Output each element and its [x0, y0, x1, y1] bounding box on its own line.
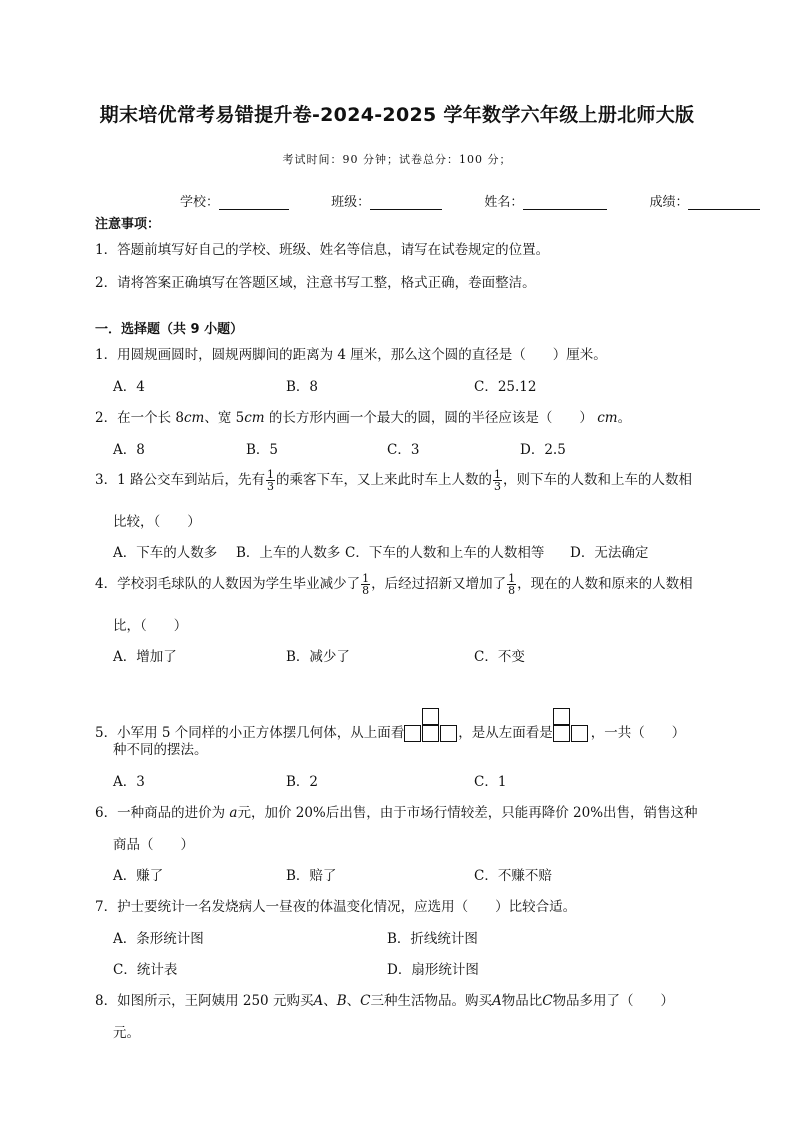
section-heading: 一．选择题（共 9 小题）	[95, 322, 244, 337]
q6-option-a[interactable]: A．赚了	[113, 868, 164, 884]
cube-face	[440, 725, 457, 742]
q6-text: 6．一种商品的进价为	[95, 805, 230, 821]
q2-text: 的长方形内画一个最大的圆，圆的半径应该是（ ）	[264, 410, 598, 426]
q8-text: 、	[323, 993, 337, 1009]
question-7-stem: 7．护士要统计一名发烧病人一昼夜的体温变化情况，应选用（ ）比较合适。	[95, 899, 577, 915]
numerator: 1	[493, 468, 501, 481]
denominator: 8	[362, 584, 370, 597]
q8-variable: A	[491, 993, 502, 1009]
school-label: 学校：	[180, 195, 220, 210]
q4-text: 4．学校羽毛球队的人数因为学生毕业减少了	[95, 576, 361, 592]
cube-face	[553, 708, 570, 725]
cube-face	[404, 725, 421, 742]
student-info-row	[180, 191, 760, 210]
exam-title: 期末培优常考易错提升卷-2024-2025 学年数学六年级上册北师大版	[99, 104, 695, 126]
q4-option-b[interactable]: B．减少了	[286, 649, 350, 665]
q8-text: 三种生活物品。购买	[370, 993, 492, 1009]
name-label: 姓名：	[484, 195, 524, 210]
q6-option-c[interactable]: C．不赚不赔	[474, 868, 552, 884]
school-blank[interactable]	[219, 197, 289, 210]
q7-option-a[interactable]: A．条形统计图	[113, 931, 204, 947]
q5-option-c[interactable]: C．1	[474, 774, 507, 790]
q6-stem-line2: 商品（ ）	[113, 837, 194, 853]
numerator: 1	[508, 572, 516, 585]
q4-option-a[interactable]: A．增加了	[113, 649, 177, 665]
score-blank[interactable]	[688, 197, 760, 210]
q8-text: 、	[346, 993, 361, 1009]
question-3-stem	[95, 468, 692, 492]
cube-face	[571, 725, 588, 742]
q4-stem-line2: 比，（ ）	[113, 618, 188, 634]
name-blank[interactable]	[523, 197, 607, 210]
q8-text: 8．如图所示，王阿姨用 250 元购买	[95, 993, 314, 1009]
q2-unit: cm	[597, 410, 618, 426]
q8-variable: B	[336, 993, 347, 1009]
exam-subtitle: 考试时间：90 分钟；试卷总分：100 分；	[282, 153, 512, 166]
q3-option-c[interactable]: C．下车的人数和上车的人数相等	[345, 545, 545, 561]
q3-option-b[interactable]: B．上车的人数多	[236, 545, 341, 561]
q2-text: 、宽 5	[204, 410, 245, 426]
q1-option-c[interactable]: C．25.12	[474, 379, 537, 395]
q4-text: ，现在的人数和原来的人数相	[517, 576, 693, 592]
q3-option-d[interactable]: D．无法确定	[570, 545, 649, 561]
question-5-stem	[95, 706, 685, 741]
q2-text: 2．在一个长 8	[95, 410, 184, 426]
note-item: 2．请将答案正确填写在答题区域，注意书写工整，格式正确，卷面整洁。	[95, 275, 536, 291]
q3-option-a[interactable]: A．下车的人数多	[113, 545, 218, 561]
notes-heading: 注意事项：	[95, 217, 161, 232]
question-2-stem	[95, 406, 631, 426]
fraction-one-third	[493, 469, 502, 492]
q1-option-a[interactable]: A．4	[113, 379, 145, 395]
q7-option-d[interactable]: D．扇形统计图	[387, 962, 479, 978]
q2-option-d[interactable]: D．2.5	[520, 442, 566, 458]
denominator: 3	[493, 480, 501, 493]
q6-option-b[interactable]: B．赔了	[286, 868, 337, 884]
q8-variable: C	[542, 993, 553, 1009]
q5-text: ，是从左面看是	[458, 725, 553, 741]
q5-text: 5．小军用 5 个同样的小正方体摆几何体，从上面看	[95, 725, 405, 741]
numerator: 1	[362, 572, 370, 585]
q8-variable: C	[360, 993, 371, 1009]
cube-face	[553, 725, 570, 742]
note-item: 1．答题前填写好自己的学校、班级、姓名等信息，请写在试卷规定的位置。	[95, 242, 550, 258]
q2-unit: cm	[183, 410, 205, 426]
q2-unit: cm	[244, 410, 265, 426]
left-view-figure	[553, 708, 591, 743]
q2-text: 。	[617, 410, 632, 426]
q5-stem-line2: 种不同的摆法。	[113, 742, 208, 758]
q2-option-a[interactable]: A．8	[113, 442, 145, 458]
q8-variable: A	[313, 993, 324, 1009]
q2-option-c[interactable]: C．3	[387, 442, 420, 458]
fraction-one-third	[266, 469, 275, 492]
denominator: 3	[266, 480, 274, 493]
q3-stem-line2: 比较，（ ）	[113, 514, 201, 530]
q1-option-b[interactable]: B．8	[286, 379, 319, 395]
question-8-stem	[95, 989, 674, 1009]
q5-option-a[interactable]: A．3	[113, 774, 145, 790]
q7-option-c[interactable]: C．统计表	[113, 962, 178, 978]
class-blank[interactable]	[370, 197, 442, 210]
q5-text: ，一共（ ）	[590, 725, 686, 741]
score-label: 成绩：	[649, 195, 689, 210]
q8-text: 物品多用了（ ）	[552, 993, 675, 1009]
q7-option-b[interactable]: B．折线统计图	[387, 931, 478, 947]
q5-option-b[interactable]: B．2	[286, 774, 319, 790]
q3-text: 的乘客下车，又上来此时车上人数的	[275, 472, 492, 488]
numerator: 1	[266, 468, 274, 481]
cube-face	[422, 708, 439, 725]
class-label: 班级：	[331, 195, 371, 210]
q4-text: ，后经过招新又增加了	[371, 576, 507, 592]
q8-text: 物品比	[501, 993, 543, 1009]
cube-face	[422, 725, 439, 742]
q2-option-b[interactable]: B．5	[246, 442, 279, 458]
q8-stem-line2: 元。	[113, 1025, 140, 1041]
top-view-figure	[404, 708, 458, 743]
q4-option-c[interactable]: C．不变	[474, 649, 525, 665]
q3-text: 3．1 路公交车到站后，先有	[95, 472, 265, 488]
q3-text: ，则下车的人数和上车的人数相	[502, 472, 692, 488]
question-1-stem: 1．用圆规画圆时，圆规两脚间的距离为 4 厘米，那么这个圆的直径是（ ）厘米。	[95, 347, 607, 363]
q6-text: 元，加价 20%后出售，由于市场行情较差，只能再降价 20%出售，销售这种	[237, 805, 698, 821]
question-4-stem	[95, 572, 693, 596]
fraction-one-eighth	[507, 573, 516, 596]
denominator: 8	[508, 584, 516, 597]
q6-variable: a	[229, 805, 238, 821]
question-6-stem	[95, 801, 698, 821]
fraction-one-eighth	[361, 573, 370, 596]
